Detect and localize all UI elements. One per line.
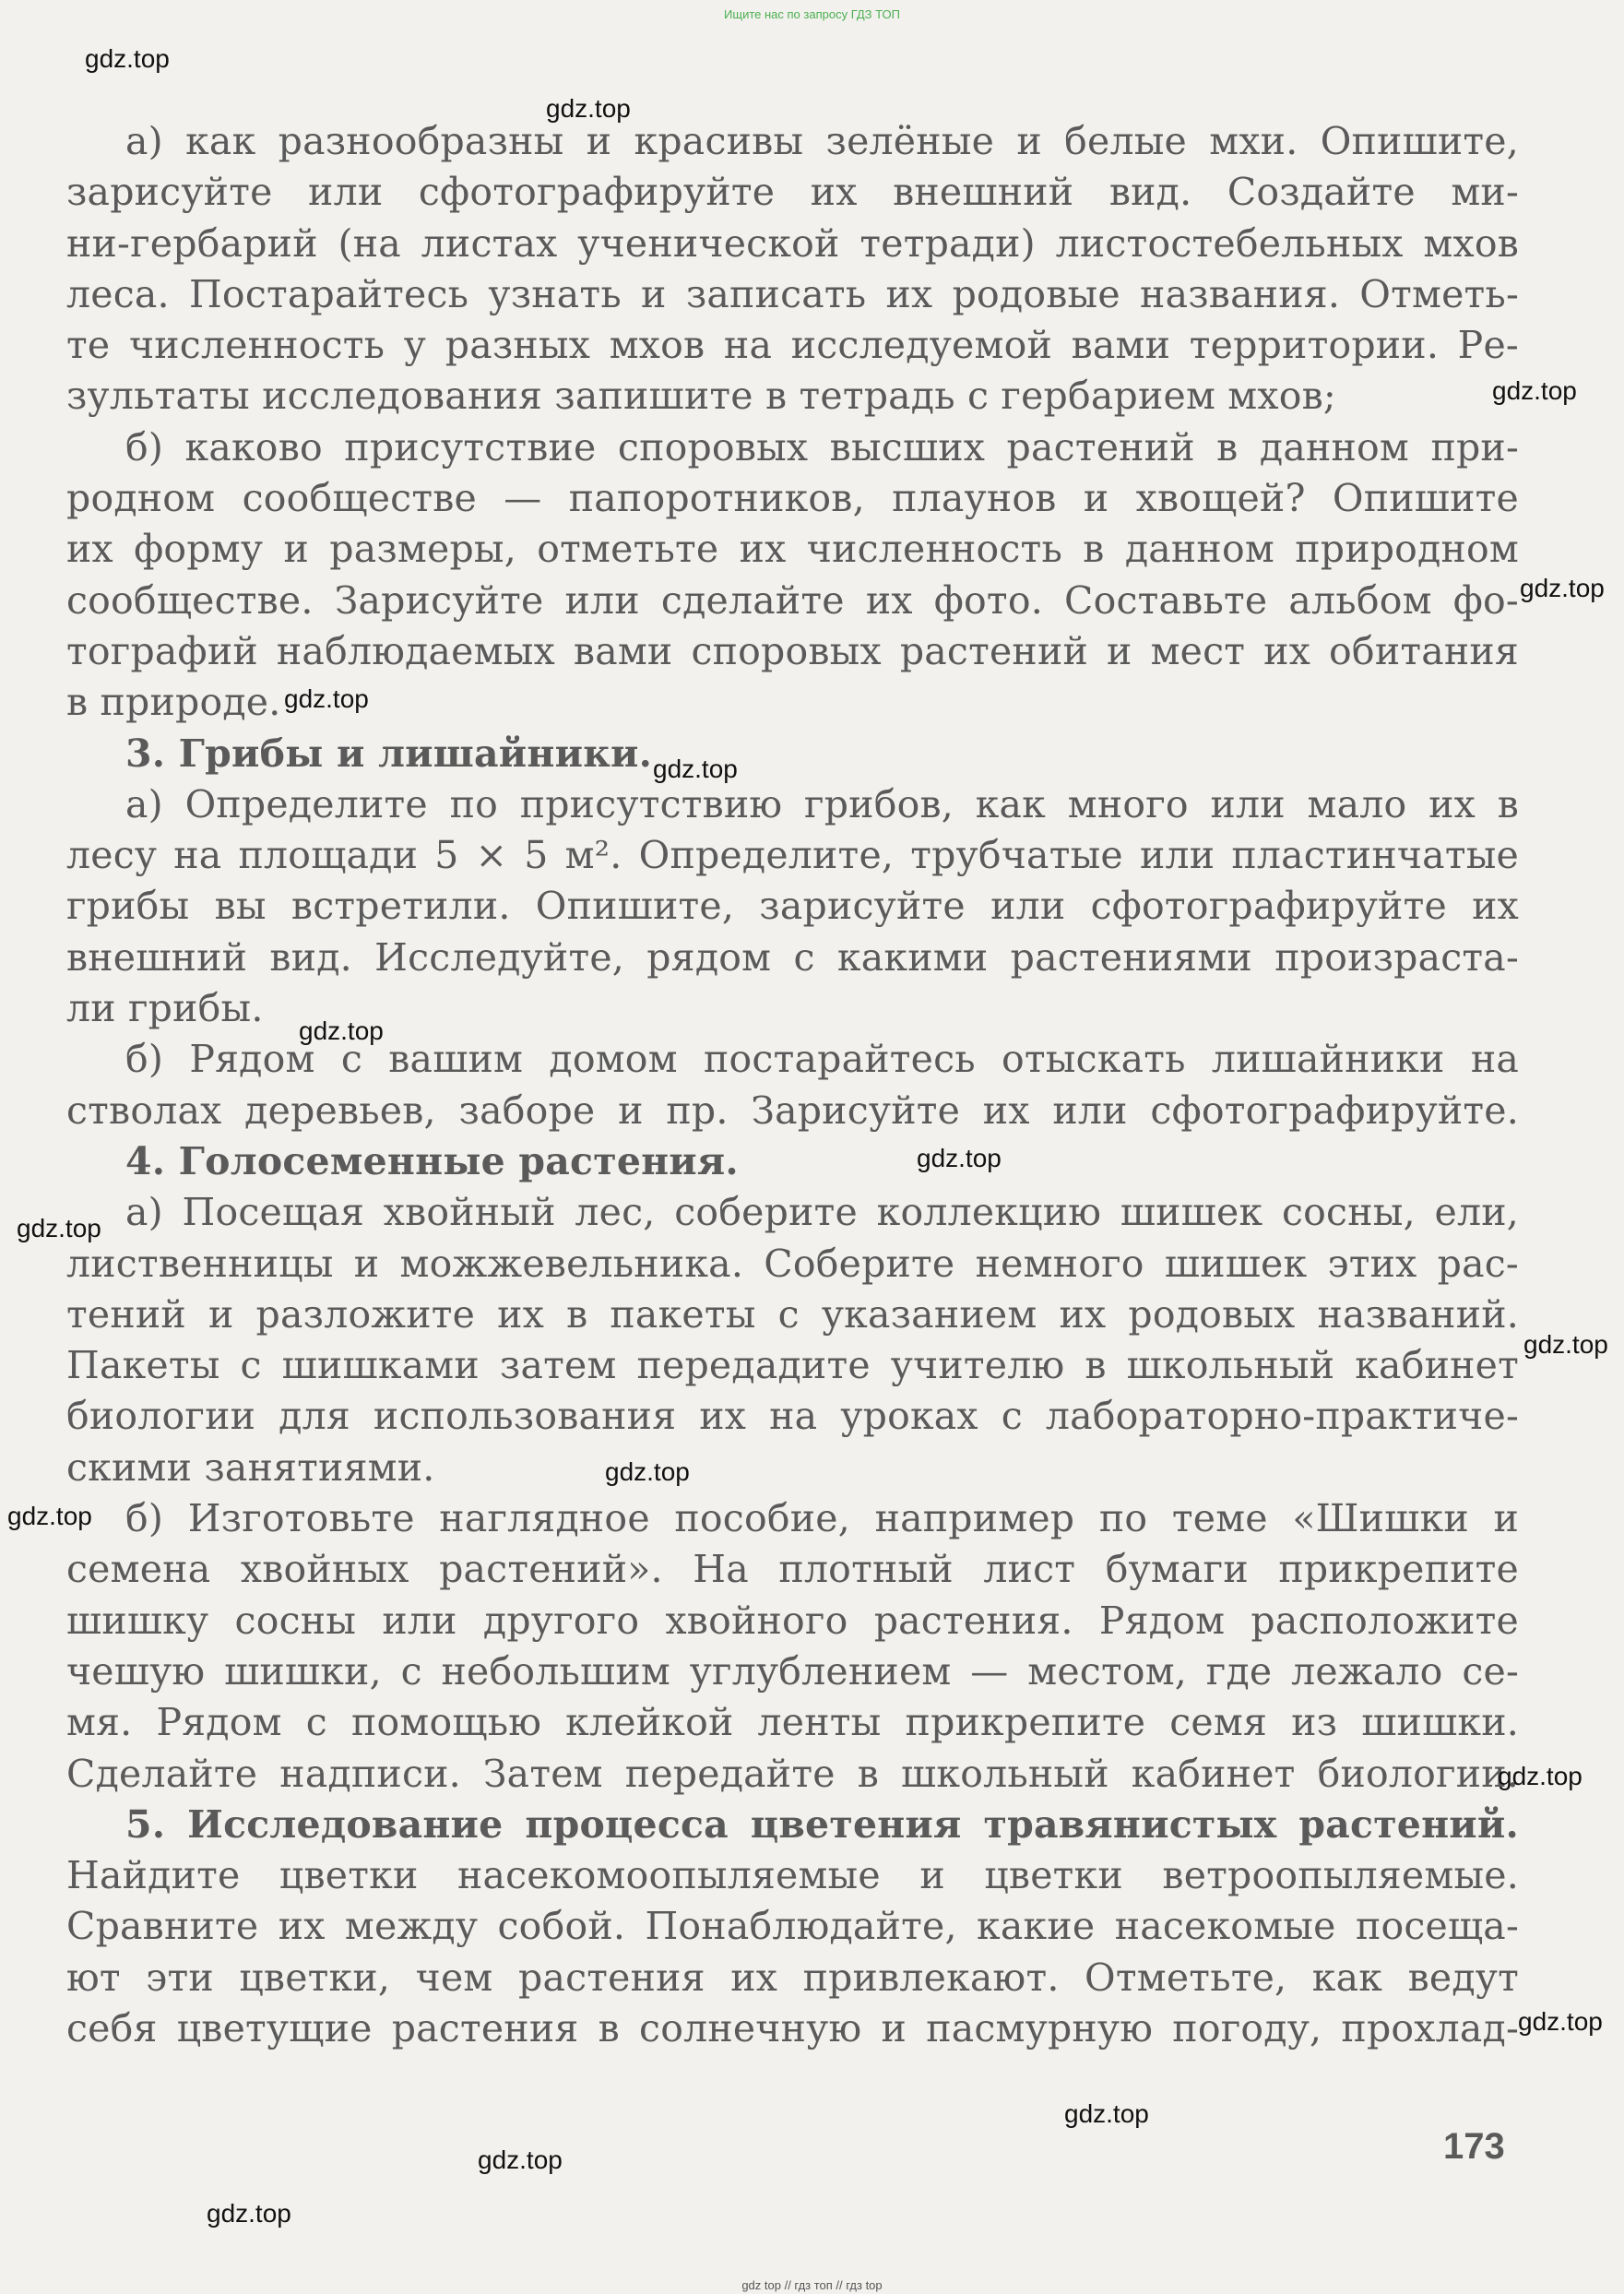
text-line: мя. Рядом с помощью клейкой ленты прикрепите семя из шишки. (66, 1700, 1519, 1745)
text-line: б) Рядом с вашим домом постарайтесь отыскать лишайники на (125, 1037, 1519, 1082)
watermark-label: gdz.top (284, 684, 369, 713)
watermark-label: gdz.top (1064, 2099, 1149, 2128)
text-line: а) Определите по присутствию грибов, как много или мало их в (125, 781, 1519, 826)
watermark-label: gdz.top (299, 1016, 384, 1045)
text-line: лиственницы и можжевельника. Соберите немного шишек этих рас- (66, 1241, 1519, 1286)
text-line: ют эти цветки, чем растения их привлекают. Отметьте, как ведут (66, 1955, 1519, 2000)
text-line: стволах деревьев, заборе и пр. Зарисуйте их или сфотографируйте. (66, 1088, 1519, 1133)
text-line: зарисуйте или сфотографируйте их внешний вид. Создайте ми- (66, 170, 1519, 215)
text-line: сообществе. Зарисуйте или сделайте их фото. Составьте альбом фо- (66, 577, 1519, 623)
watermark-label: gdz.top (17, 1214, 101, 1242)
text-line: ни-гербарий (на листах ученической тетради) листостебельных мхов (66, 220, 1519, 266)
header-watermark: Ищите нас по запросу ГДЗ ТОП (724, 7, 900, 21)
footer-watermark: gdz top // гдз топ // гдз top (741, 2278, 883, 2292)
watermark-label: gdz.top (653, 755, 738, 783)
watermark-label: gdz.top (605, 1457, 690, 1486)
section-heading: 3. Грибы и лишайники. (125, 731, 653, 776)
text-line: б) каково присутствие споровых высших растений в данном при- (125, 424, 1519, 469)
text-line: те численность у разных мхов на исследуемой вами территории. Ре- (66, 323, 1519, 368)
watermark-label: gdz.top (85, 44, 170, 73)
watermark-label: gdz.top (1492, 376, 1577, 405)
text-line: тений и разложите их в пакеты с указанием их родовых названий. (66, 1291, 1519, 1337)
text-line: в природе. (66, 680, 281, 725)
watermark-label: gdz.top (546, 94, 631, 123)
text-line: их форму и размеры, отметьте их численность в данном природном (66, 527, 1519, 572)
section-heading: 5. Исследование процесса цветения травянистых растений. (125, 1801, 1519, 1847)
text-line: Сравните их между собой. Понаблюдайте, какие насекомые посеща- (66, 1904, 1519, 1949)
text-line: скими занятиями. (66, 1444, 435, 1490)
text-line: грибы вы встретили. Опишите, зарисуйте или сфотографируйте их (66, 884, 1519, 929)
section-heading: 4. Голосеменные растения. (125, 1138, 739, 1183)
text-line: себя цветущие растения в солнечную и пасмурную погоду, прохлад- (66, 2005, 1519, 2050)
text-line: тографий наблюдаемых вами споровых растений и мест их обитания (66, 628, 1519, 673)
page-body (66, 116, 1519, 2054)
text-line: зультаты исследования запишите в тетрадь с гербарием мхов; (66, 374, 1336, 419)
page-number: 173 (1443, 2126, 1505, 2167)
text-line: а) Посещая хвойный лес, соберите коллекцию шишек сосны, ели, (125, 1190, 1519, 1235)
text-line: шишку сосны или другого хвойного растения. Рядом расположите (66, 1598, 1519, 1643)
text-line: внешний вид. Исследуйте, рядом с какими растениями произраста- (66, 934, 1519, 980)
watermark-label: gdz.top (7, 1502, 92, 1530)
watermark-label: gdz.top (917, 1144, 1002, 1172)
text-line: семена хвойных растений». На плотный лист бумаги прикрепите (66, 1547, 1519, 1592)
text-line: Пакеты с шишками затем передадите учителю в школьный кабинет (66, 1343, 1519, 1388)
text-line: чешую шишки, с небольшим углублением — местом, где лежало се- (66, 1648, 1519, 1694)
text-line: ли грибы. (66, 986, 264, 1031)
watermark-label: gdz.top (207, 2199, 291, 2228)
watermark-label: gdz.top (1523, 1330, 1608, 1359)
text-line: Найдите цветки насекомоопыляемые и цветки ветроопыляемые. (66, 1853, 1519, 1898)
watermark-label: gdz.top (1498, 1762, 1583, 1790)
text-line: б) Изготовьте наглядное пособие, например по теме «Шишки и (125, 1496, 1519, 1541)
watermark-label: gdz.top (1520, 574, 1605, 602)
watermark-label: gdz.top (478, 2145, 563, 2174)
text-line: леса. Постарайтесь узнать и записать их родовые названия. Отметь- (66, 271, 1519, 316)
text-line: родном сообществе — папоротников, плаунов и хвощей? Опишите (66, 476, 1519, 521)
text-line: а) как разнообразны и красивы зелёные и белые мхи. Опишите, (125, 119, 1519, 163)
watermark-label: gdz.top (1518, 2007, 1603, 2036)
text-line: биологии для использования их на уроках с лабораторно-практиче- (66, 1394, 1519, 1439)
text-line: Сделайте надписи. Затем передайте в школьный кабинет биологии. (66, 1751, 1519, 1796)
text-line: лесу на площади 5 × 5 м². Определите, трубчатые или пластинчатые (66, 833, 1519, 878)
